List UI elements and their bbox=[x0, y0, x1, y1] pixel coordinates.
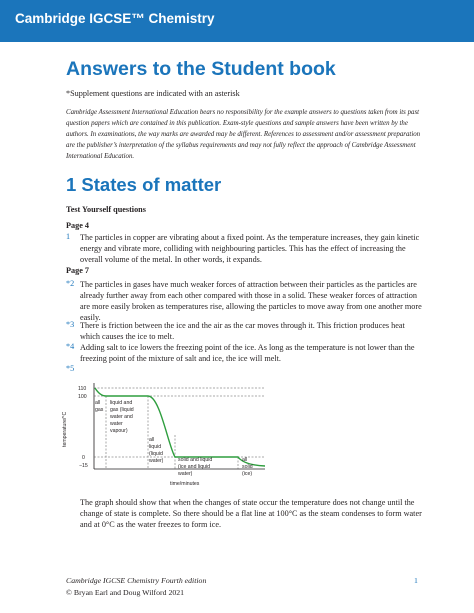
tick-label-100: 100 bbox=[78, 394, 87, 400]
region-liquid-gas-label: liquid and gas (liquid water and water vapour) bbox=[110, 400, 134, 434]
graph-x-label: time/minutes bbox=[170, 481, 200, 487]
cooling-curve-graph bbox=[60, 375, 280, 490]
header-title: Cambridge IGCSE™ Chemistry bbox=[15, 11, 215, 26]
header-bar bbox=[0, 0, 474, 42]
region-solid-liquid-label: solid and liquid (ice and liquid water) bbox=[178, 457, 213, 477]
answer-text: Adding salt to ice lowers the freezing point of the ice. As long as the temperature is not lower than the freezing point of the mixture of salt and ice, the ice will melt. bbox=[80, 343, 415, 363]
disclaimer-text: Cambridge Assessment International Education bears no responsibility for the example answers to questions taken from its past question papers which are contained in this publication. Exam-style questions and sample answers have been written by the authors. In examinations, the way marks are awarded may be different. References to assessment and/or assessment preparation are the publisher’s interpretation of the syllabus requirements and may not fully reflect the approach of Cambridge Assessment International Education. bbox=[66, 109, 421, 160]
answer-text: The particles in gases have much weaker forces of attraction between their particles as the particles are already further away from each other compared with those in a solid. These weaker forces of attraction are more easily broken as temperatures rise, allowing the particles to move away from one another more easily. bbox=[80, 280, 422, 322]
chapter-title: 1 States of matter bbox=[66, 174, 222, 195]
answer-number: *3 bbox=[66, 320, 75, 329]
region-all-gas-label: all gas bbox=[95, 400, 104, 413]
footer-book-title: Cambridge IGCSE Chemistry Fourth edition bbox=[66, 576, 207, 585]
graph-y-label: temperature/°C bbox=[62, 411, 68, 447]
answer-number: *5 bbox=[66, 364, 75, 373]
answer-number: *2 bbox=[66, 279, 75, 288]
supplement-note: *Supplement questions are indicated with an asterisk bbox=[66, 89, 240, 98]
answer-text: There is friction between the ice and the air as the car moves through it. This friction produces heat which causes the ice to melt. bbox=[80, 321, 405, 341]
page-number: 1 bbox=[414, 576, 418, 585]
tick-label-minus15: −15 bbox=[79, 463, 88, 469]
page7-heading: Page 7 bbox=[66, 266, 89, 275]
region-all-liquid-label: all liquid (liquid water) bbox=[149, 437, 164, 464]
region-all-solid-label: all solid (ice) bbox=[242, 457, 253, 477]
answer-number: 1 bbox=[66, 232, 71, 241]
tick-label-110: 110 bbox=[78, 386, 87, 392]
page-title: Answers to the Student book bbox=[66, 58, 336, 80]
page4-heading: Page 4 bbox=[66, 221, 89, 230]
tick-label-0: 0 bbox=[82, 455, 85, 461]
footer-copyright: © Bryan Earl and Doug Wilford 2021 bbox=[66, 588, 185, 597]
graph-explanation: The graph should show that when the changes of state occur the temperature does not change until the change of state is complete. So there should be a flat line at 100°C as the steam condenses to form water and at 0°C as the water freezes to form ice. bbox=[80, 498, 422, 529]
section-heading: Test Yourself questions bbox=[66, 205, 146, 214]
answer-number: *4 bbox=[66, 342, 75, 351]
answer-text: The particles in copper are vibrating about a fixed point. As the temperature increases, they gain kinetic energy and vibrate more, colliding with neighbouring particles. This has the effect of increasing the overall volume of the metal. In other words, it expands. bbox=[80, 233, 420, 264]
